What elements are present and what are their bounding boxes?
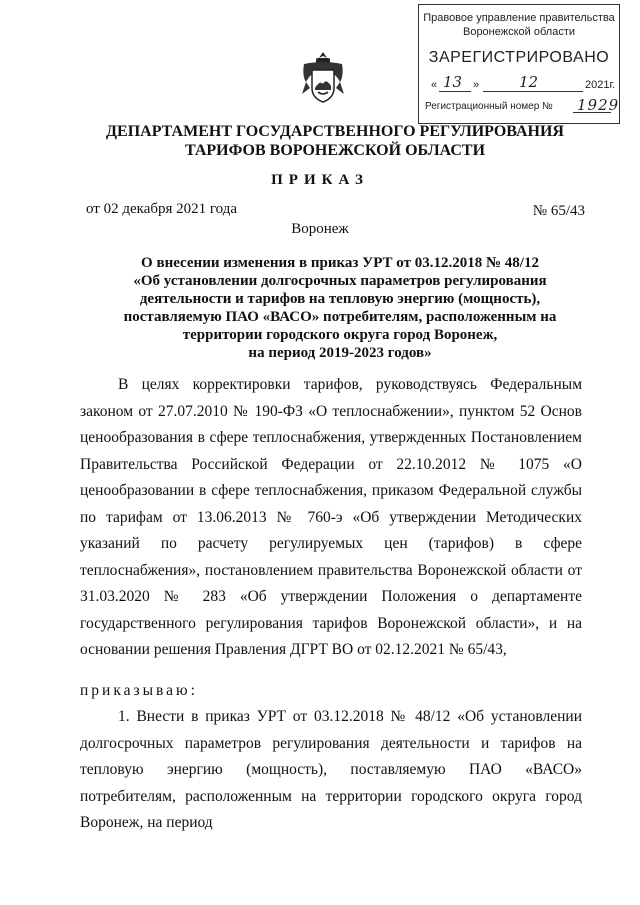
stamp-reg-label: Регистрационный номер № [425, 101, 553, 112]
stamp-day: 13 [443, 73, 463, 91]
department-title: ДЕПАРТАМЕНТ ГОСУДАРСТВЕННОГО РЕГУЛИРОВАНИЯ ТАРИФОВ ВОРОНЕЖСКОЙ ОБЛАСТИ [106, 123, 564, 159]
subject-line: О внесении изменения в приказ УРТ от 03.12.2018 № 48/12 [141, 255, 539, 271]
document-body [80, 372, 582, 837]
registration-stamp [418, 4, 620, 124]
subject-line: деятельности и тарифов на тепловую энергию (мощность), [139, 291, 541, 307]
document-number: № 65/43 [532, 203, 585, 219]
stamp-org-line1: Правовое управление правительства [423, 12, 615, 24]
subject-line: территории городского округа город Воронеж, [182, 327, 498, 343]
subject-line: на период 2019-2023 годов» [248, 345, 432, 361]
stamp-registered: ЗАРЕГИСТРИРОВАНО [428, 49, 610, 66]
subject-line: «Об установлении долгосрочных параметров регулирования [133, 273, 547, 289]
stamp-reg-number-line [425, 96, 620, 114]
item-1-paragraph: 1. Внести в приказ УРТ от 03.12.2018 № 48/12 «Об установлении долгосрочных параметров регулирования деятельности и тарифов на тепловую энергию (мощность), поставляемую ПАО «ВАСО» потребителям, расположенным на территории городского округа город Воронеж, на период [80, 708, 582, 831]
document-type: ПРИКАЗ [271, 172, 369, 188]
document-date: от 02 декабря 2021 года [86, 201, 238, 217]
subject-line: поставляемую ПАО «ВАСО» потребителям, расположенным на [123, 309, 557, 325]
orders-word: приказываю: [80, 681, 198, 699]
stamp-reg-number: 1929 [577, 96, 620, 114]
document-city: Воронеж [291, 221, 349, 237]
coat-of-arms-icon [300, 50, 346, 104]
document-subject [96, 254, 584, 362]
stamp-org-line2: Воронежской области [462, 26, 575, 38]
stamp-month: 12 [519, 73, 539, 91]
preamble-paragraph: В целях корректировки тарифов, руководствуясь Федеральным законом от 27.07.2010 № 190-ФЗ «О теплоснабжении», пунктом 52 Основ ценообразования в сфере теплоснабжения, утвержденных Постановлением Правительства Российской Федерации от 22.10.2012 № 1075 «О ценообразовании в сфере теплоснабжения, приказом Федеральной службы по тарифам от 13.06.2013 № 760-э «Об утверждении Методических указаний по расчету регулируемых цен (тарифов) в сфере теплоснабжения», постановлением правительства Воронежской области от 31.03.2020 № 283 «Об утверждении Положения о департаменте государственного регулирования тарифов Воронежской области», и на основании решения Правления ДГРТ ВО от 02.12.2021 № 65/43, [80, 376, 582, 658]
stamp-year: 2021г. [585, 79, 616, 91]
stamp-organization [419, 11, 619, 39]
stamp-date: « 13 » 12 2021г. [431, 73, 616, 91]
